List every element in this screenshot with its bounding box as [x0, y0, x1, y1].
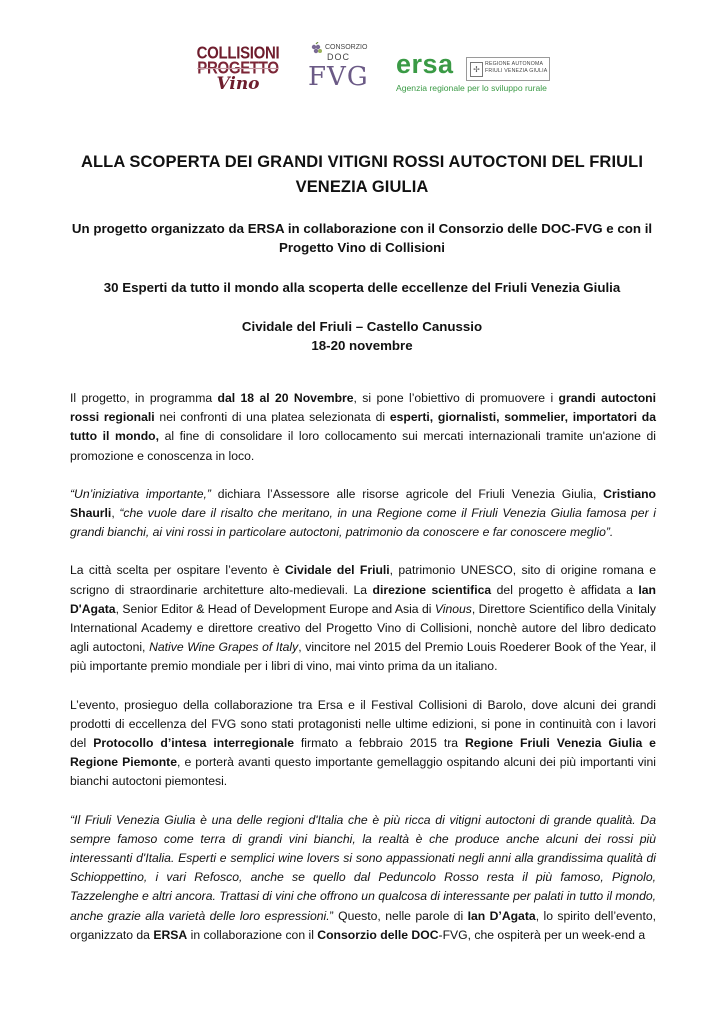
text-run: L’evento, prosieguo della collaborazione tra Ersa e il Festival Collisioni di Barolo, dove alcuni dei grandi prodotti di eccellenza del FVG sono stati protagonisti nelle ultime edizioni, si pone in continuità con i lavori del	[70, 697, 656, 751]
collisioni-logo-line1: COLLISIONI	[196, 43, 280, 64]
text-run: al fine di consolidare il loro collocamento sui mercati internazionali tramite un'azione di promozione e conoscenza in loco.	[70, 429, 656, 463]
press-release-body	[70, 389, 656, 964]
text-run: -FVG, che ospiterà per un week-end a	[438, 927, 646, 942]
regione-crest-icon: ✢	[470, 62, 483, 77]
text-run: dichiara l’Assessore alle risorse agricole del Friuli Venezia Giulia,	[210, 486, 604, 501]
regione-fvg-text: REGIONE AUTONOMA FRIULI VENEZIA GIULIA	[485, 61, 548, 74]
experts-heading: 30 Esperti da tutto il mondo alla scoperta delle eccellenze del Friuli Venezia Giulia	[103, 280, 621, 295]
ersa-logo	[396, 50, 556, 102]
italic-text: “Il Friuli Venezia Giulia è una delle regioni d'Italia che è più ricca di vitigni autoctoni di grande qualità. Da sempre famoso come terra di grandi vini bianchi, la realtà è che produce anche alcuni dei rossi più interessanti d'Italia. Esperti e semplici wine lovers si sono appassionati negli anni alla grandissima qualità di Schioppettino, i vari Refosco, anche se quello dal Peduncolo Rosso resta il più famoso, Pignolo, Tazzelenghe e altri ancora. Trattasi di vini che offrono un qualcosa di interessante per palati in tutto il mondo, anche grazie alla varietà delle loro espressioni.	[70, 812, 657, 923]
bold-text: grandi autoctoni rossi regionali	[70, 391, 657, 425]
event-dates: 18-20 novembre	[311, 338, 413, 353]
text-run: , Senior Editor & Head of Development Europe and Asia di	[115, 601, 435, 616]
page-title: ALLA SCOPERTA DEI GRANDI VITIGNI ROSSI AUTOCTONI DEL FRIULI VENEZIA GIULIA	[80, 153, 644, 196]
bold-text: Cristiano Shaurli	[70, 486, 656, 521]
italic-text: “Un’iniziativa importante,”	[70, 486, 211, 501]
bold-text: esperti, giornalisti, sommelier, importatori da tutto il mondo,	[70, 410, 656, 444]
collisioni-progetto-vino-logo	[196, 43, 280, 102]
page-subtitle: Un progetto organizzato da ERSA in collaborazione con il Consorzio delle DOC-FVG e con il Progetto Vino di Collisioni	[71, 221, 653, 255]
bold-text: Ian D’Agata	[467, 908, 536, 923]
text-run: , lo spirito dell’evento, organizzato da	[70, 908, 657, 942]
doc-label: DOC	[327, 52, 350, 62]
event-location: Cividale del Friuli – Castello Canussio	[241, 319, 483, 334]
paragraph-dagata-quote	[70, 811, 656, 945]
bold-text: ERSA	[153, 927, 188, 942]
logo-strip	[0, 40, 724, 102]
consorzio-label: CONSORZIO	[325, 44, 368, 51]
bold-text: Protocollo d’intesa interregionale	[93, 736, 294, 751]
paragraph-program	[70, 389, 656, 466]
event-place-date	[60, 317, 664, 355]
paragraph-assessore-quote	[70, 485, 656, 543]
text-run: Il progetto, in programma	[70, 391, 218, 405]
collisioni-logo-line2: PROGETTO	[197, 58, 279, 79]
grape-icon	[309, 42, 325, 58]
consorzio-doc-fvg-logo	[305, 42, 375, 100]
italic-text: Native Wine Grapes of Italy	[149, 640, 299, 655]
text-run: La città scelta per ospitare l’evento è	[70, 563, 285, 578]
italic-text: Vinous	[434, 601, 472, 616]
bold-text: Regione Friuli Venezia Giulia e Regione Piemonte	[70, 736, 656, 770]
text-run: , vincitore nel 2015 del Premio Louis Roederer Book of the Year, il più importante premio mondiale per i libri di vino, mai vinto prima da un italiano.	[70, 640, 656, 674]
text-run: , Direttore Scientifico della Vinitaly International Academy e direttore creativo del Progetto Vino di Collisioni, nonchè autore del libro dedicato agli autoctoni,	[70, 601, 656, 655]
text-run: in collaborazione con il	[187, 927, 318, 942]
fvg-label: FVG	[308, 62, 369, 92]
text-run: ,	[111, 506, 120, 521]
paragraph-cividale	[70, 561, 656, 676]
bold-text: Cividale del Friuli	[284, 563, 390, 578]
bold-text: direzione scientifica	[372, 582, 492, 597]
bold-text: dal 18 al 20 Novembre	[217, 391, 354, 405]
text-run: , patrimonio UNESCO, sito di origine romana e scrigno di straordinarie architetture alto-medievali. La	[70, 563, 656, 597]
collisioni-logo-line3: Vino	[216, 74, 260, 94]
text-run: , si pone l’obiettivo di promuovere i	[353, 391, 559, 405]
text-run: ” Questo, nelle parole di	[329, 908, 468, 923]
bold-text: Consorzio delle DOC	[317, 927, 439, 942]
text-run: nei confronti di una platea selezionata di	[154, 410, 390, 425]
ersa-tagline: Agenzia regionale per lo sviluppo rurale	[396, 83, 547, 93]
bold-text: Ian D'Agata	[70, 582, 656, 616]
italic-text: “che vuole dare il risalto che meritano, in una Regione come il Friuli Venezia Giulia famosa per i grandi bianchi, ai vini rossi in particolare autoctoni, patrimonio da conoscere e far conoscere meglio”.	[70, 506, 656, 540]
ersa-wordmark: ersa	[396, 49, 454, 79]
regione-fvg-badge	[466, 57, 550, 81]
text-run: , e porterà avanti questo importante gemellaggio ospitando alcuni dei più importanti vini bianchi autoctoni piemontesi.	[70, 755, 656, 789]
text-run: firmato a febbraio 2015 tra	[293, 736, 465, 751]
paragraph-collaboration	[70, 696, 656, 792]
text-run: del progetto è affidata a	[491, 582, 639, 597]
